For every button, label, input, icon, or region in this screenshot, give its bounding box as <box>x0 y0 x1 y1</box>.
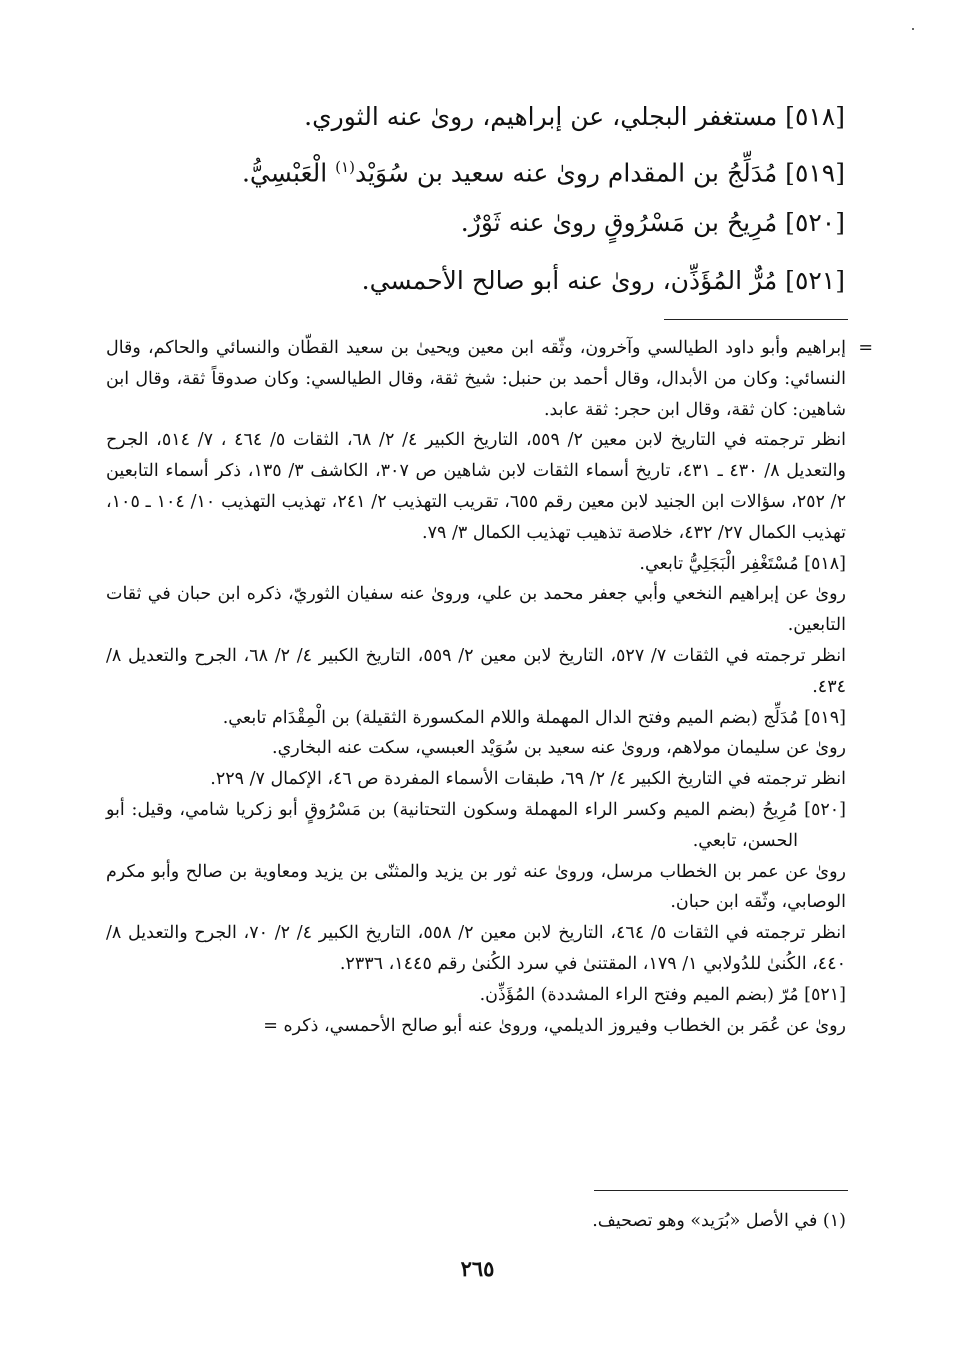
entry-518: [٥١٨] مستغفر البجلي، عن إبراهيم، روىٰ عنه الثوري. <box>304 102 845 131</box>
note-519-body: روىٰ عن سليمان مولاهم، وروىٰ عنه سعيد بن سُوَيْد العبسي، سكت عنه البخاري. <box>272 738 846 759</box>
footnote-separator <box>664 319 848 320</box>
note-518-head: [٥١٨] مُسْتَغْفِر الْبَجَلِيُّ تابعي. <box>639 553 846 574</box>
entry-519-tail: الْعَبْسِيُّ. <box>241 158 336 188</box>
note-521-body: روىٰ عن عُمَر بن الخطاب وفيروز الديلمي، وروىٰ عنه أبو صالح الأحمسي، ذكره = <box>263 1015 846 1036</box>
entry-521: [٥٢١] مُرٌّ المُؤَذِّن، روىٰ عنه أبو صالح الأحمسي. <box>361 266 845 296</box>
footnote-marker: (١) <box>335 158 355 176</box>
note-520-refs: انظر ترجمته في الثقات ٥/ ٤٦٤، التاريخ لابن معين ٢/ ٥٥٨، التاريخ الكبير ٤/ ٢/ ٧٠، الجرح والتعديل ٨/ ٤٤٠، الكُنىٰ للدُولابي ١/ ١٧٩، المقتنىٰ في سرد الكُنىٰ رقم ١٤٤٥، ٢٣٣٦. <box>106 923 846 974</box>
footnote-continuation <box>106 333 873 425</box>
note-520-body: روىٰ عن عمر بن الخطاب مرسل، وروىٰ عنه ثور بن يزيد والمثنّى بن يزيد ومعاوية بن صالح وأبو مكرم الوصابي، وثّقه ابن حبان. <box>106 861 846 913</box>
note-520-head: [٥٢٠] مُرِيحُ (بضم الميم وكسر الراء المهملة وسكون التحتانية) بن مَسْرُوقٍ أبو زكريا شامي، وقيل: أبو الحسن، تابعي. <box>106 799 846 851</box>
note-518-refs: انظر ترجمته في الثقات ٧/ ٥٢٧، التاريخ لابن معين ٢/ ٥٥٩، التاريخ الكبير ٤/ ٢/ ٦٨، الجرح والتعديل ٨/ ٤٣٤. <box>106 645 846 697</box>
note-521-head: [٥٢١] مُرّ (بضم الميم وفتح الراء المشددة) المُؤَذِّن. <box>479 984 846 1005</box>
scan-speck <box>912 28 914 30</box>
entry-519-text: [٥١٩] مُدَلِّجُ بن المقدام روىٰ عنه سعيد بن سُوَيْد <box>354 158 845 188</box>
continuation-text: إبراهيم وأبو داود الطيالسي وآخرون، وثّقه ابن معين ويحيىٰ بن سعيد القطّان والنسائي والحاكم، وقال النسائي: وكان من الأبدال، وقال أحمد بن حنبل: شيخ ثقة، وقال الطيالسي: وكان صدوقاً ثقة، وقال ابن شاهين: كان ثقة، وقال ابن حجر: ثقة عابد. <box>106 338 846 420</box>
note-519-refs: انظر ترجمته في التاريخ الكبير ٤/ ٢/ ٦٩، طبقات الأسماء المفردة ص ٤٦، الإكمال ٧/ ٢٢٩. <box>210 769 846 790</box>
note-519-head: [٥١٩] مُدَلِّج (بضم الميم وفتح الدال المهملة واللام المكسورة الثقيلة) بن الْمِقْدَام تابعي. <box>222 707 846 728</box>
editor-note-separator <box>594 1190 848 1191</box>
entry-520: [٥٢٠] مُرِيحُ بن مَسْرُوقٍ روىٰ عنه ثَوْرٌ. <box>460 208 845 238</box>
footnotes-section <box>106 333 873 1041</box>
continuation-refs: انظر ترجمته في التاريخ لابن معين ٢/ ٥٥٩، التاريخ الكبير ٤/ ٢/ ٦٨، الثقات ٥/ ٤٦٤ ، ٧/ ٥١٤، الجرح والتعديل ٨/ ٤٣٠ ـ ٤٣١، تاريخ أسماء الثقات لابن شاهين ص ٣٠٧، الكاشف ٣/ ١٣٥، ذكر أسماء التابعين ٢/ ٢٥٢، سؤالات ابن الجنيد لابن معين رقم ٦٥٥، تقريب التهذيب ٢/ ٢٤١، تهذيب التهذيب ١٠/ ١٠٤ ـ ١٠٥، تهذيب الكمال ٢٧/ ٤٣٢، خلاصة تذهيب تهذيب الكمال ٣/ ٧٩. <box>106 430 846 543</box>
editor-note: (١) في الأصل «بُرَيد» وهو تصحيف. <box>592 1211 846 1231</box>
note-518-body: روىٰ عن إبراهيم النخعي وأبي جعفر محمد بن علي، وروىٰ عنه سفيان الثوريّ، ذكره ابن حبان في ثقات التابعين. <box>106 584 846 636</box>
continuation-mark: = <box>858 338 873 358</box>
entry-519 <box>100 142 845 198</box>
page-number: ٢٦٥ <box>460 1256 495 1281</box>
main-text <box>100 92 845 306</box>
